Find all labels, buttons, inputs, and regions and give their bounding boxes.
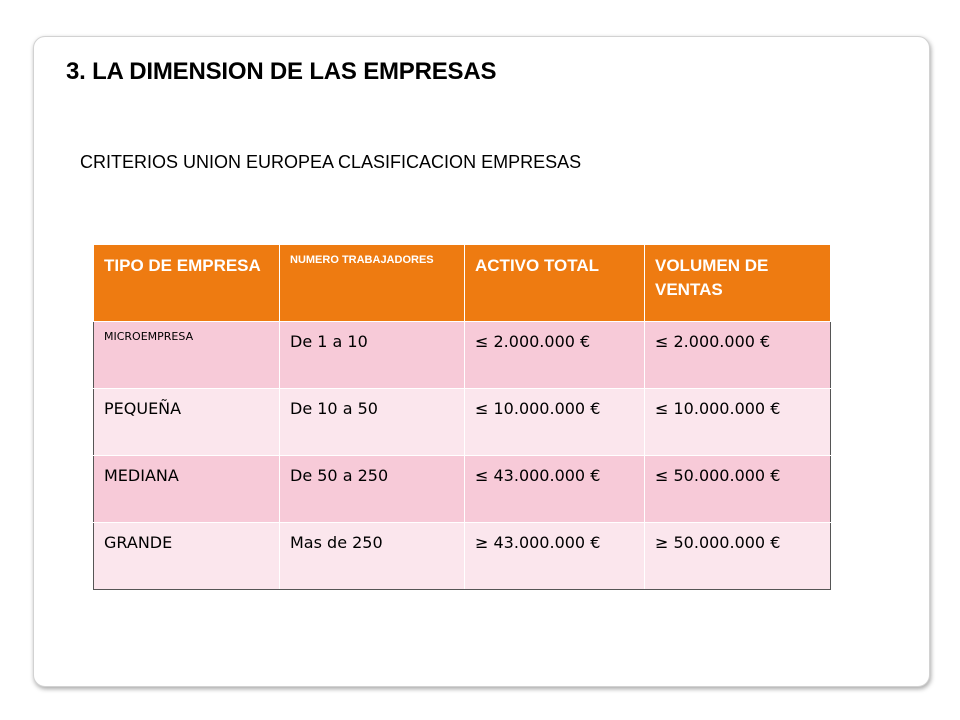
header-total-assets: ACTIVO TOTAL [465, 245, 645, 322]
company-classification-table [93, 244, 831, 590]
cell-sales-volume: ≥ 50.000.000 € [645, 523, 831, 590]
cell-company-type: MICROEMPRESA [94, 322, 280, 389]
slide-subtitle: CRITERIOS UNION EUROPEA CLASIFICACION EMPRESAS [80, 152, 582, 172]
header-company-type: TIPO DE EMPRESA [94, 245, 280, 322]
cell-company-type: MEDIANA [94, 456, 280, 523]
cell-total-assets: ≥ 43.000.000 € [465, 523, 645, 590]
cell-workers: De 1 a 10 [280, 322, 465, 389]
header-sales-volume: VOLUMEN DE VENTAS [645, 245, 831, 322]
cell-workers: De 10 a 50 [280, 389, 465, 456]
cell-workers: Mas de 250 [280, 523, 465, 590]
table-row [94, 523, 831, 590]
table-header-row [94, 245, 831, 322]
cell-sales-volume: ≤ 50.000.000 € [645, 456, 831, 523]
cell-total-assets: ≤ 2.000.000 € [465, 322, 645, 389]
slide-title: 3. LA DIMENSION DE LAS EMPRESAS [66, 58, 497, 85]
cell-total-assets: ≤ 10.000.000 € [465, 389, 645, 456]
cell-workers: De 50 a 250 [280, 456, 465, 523]
cell-total-assets: ≤ 43.000.000 € [465, 456, 645, 523]
table-row [94, 322, 831, 389]
cell-company-type: PEQUEÑA [94, 389, 280, 456]
table-row [94, 389, 831, 456]
header-workers: NUMERO TRABAJADORES [280, 245, 465, 322]
cell-company-type: GRANDE [94, 523, 280, 590]
cell-sales-volume: ≤ 10.000.000 € [645, 389, 831, 456]
table-row [94, 456, 831, 523]
cell-sales-volume: ≤ 2.000.000 € [645, 322, 831, 389]
